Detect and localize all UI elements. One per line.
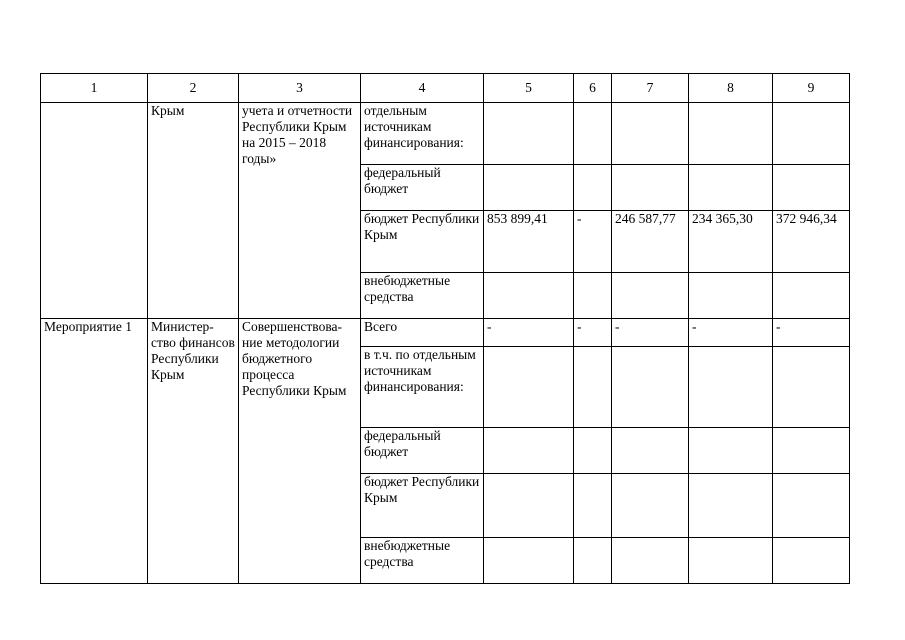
table-row: [41, 103, 850, 165]
value-cell: -: [773, 319, 850, 347]
value-cell: 234 365,30: [689, 211, 773, 273]
value-cell: [689, 538, 773, 584]
value-cell: 372 946,34: [773, 211, 850, 273]
value-cell: 246 587,77: [612, 211, 689, 273]
value-cell: [612, 538, 689, 584]
value-cell: [773, 538, 850, 584]
funding-source-label: федеральный бюджет: [361, 428, 484, 474]
value-cell: [612, 428, 689, 474]
value-cell: [484, 538, 574, 584]
header-col-7: 7: [612, 74, 689, 103]
value-cell: [689, 474, 773, 538]
value-cell: [689, 165, 773, 211]
value-cell: [484, 103, 574, 165]
header-col-1: 1: [41, 74, 148, 103]
header-col-6: 6: [574, 74, 612, 103]
funding-source-label: Всего: [361, 319, 484, 347]
value-cell: [612, 347, 689, 428]
header-col-5: 5: [484, 74, 574, 103]
value-cell: [574, 538, 612, 584]
funding-source-label: отдельным источникам финансирования:: [361, 103, 484, 165]
header-col-4: 4: [361, 74, 484, 103]
value-cell: [574, 103, 612, 165]
table-row: [41, 319, 850, 347]
value-cell: [773, 273, 850, 319]
value-cell: -: [484, 319, 574, 347]
funding-source-label: в т.ч. по отдельным источникам финансирования:: [361, 347, 484, 428]
block1-col1: [41, 103, 148, 319]
value-cell: [689, 428, 773, 474]
value-cell: [689, 103, 773, 165]
value-cell: [773, 103, 850, 165]
header-col-2: 2: [148, 74, 239, 103]
value-cell: [484, 474, 574, 538]
funding-source-label: бюджет Республики Крым: [361, 474, 484, 538]
block2-executor: Министер-ство финансов Республики Крым: [148, 319, 239, 584]
value-cell: 853 899,41: [484, 211, 574, 273]
funding-source-label: бюджет Республики Крым: [361, 211, 484, 273]
value-cell: [612, 103, 689, 165]
value-cell: [689, 273, 773, 319]
value-cell: [484, 273, 574, 319]
value-cell: [773, 165, 850, 211]
value-cell: [773, 347, 850, 428]
funding-source-label: федеральный бюджет: [361, 165, 484, 211]
value-cell: [612, 474, 689, 538]
value-cell: -: [574, 319, 612, 347]
value-cell: [484, 165, 574, 211]
header-row: [41, 74, 850, 103]
value-cell: [612, 165, 689, 211]
block1-executor: Крым: [148, 103, 239, 319]
value-cell: [689, 347, 773, 428]
value-cell: [484, 428, 574, 474]
value-cell: [484, 347, 574, 428]
header-col-9: 9: [773, 74, 850, 103]
value-cell: [574, 273, 612, 319]
header-col-8: 8: [689, 74, 773, 103]
block2-measure-name: Совершенствова-ние методологии бюджетного процесса Республики Крым: [239, 319, 361, 584]
block1-program-name: учета и отчетности Республики Крым на 2015 – 2018 годы»: [239, 103, 361, 319]
value-cell: -: [574, 211, 612, 273]
measure-label: Мероприятие 1: [41, 319, 148, 584]
header-col-3: 3: [239, 74, 361, 103]
value-cell: [574, 474, 612, 538]
value-cell: [574, 165, 612, 211]
value-cell: [574, 347, 612, 428]
value-cell: [612, 273, 689, 319]
value-cell: [773, 474, 850, 538]
funding-source-label: внебюджетные средства: [361, 273, 484, 319]
value-cell: [574, 428, 612, 474]
value-cell: -: [689, 319, 773, 347]
value-cell: [773, 428, 850, 474]
funding-source-label: внебюджетные средства: [361, 538, 484, 584]
budget-table: [40, 73, 850, 584]
value-cell: -: [612, 319, 689, 347]
